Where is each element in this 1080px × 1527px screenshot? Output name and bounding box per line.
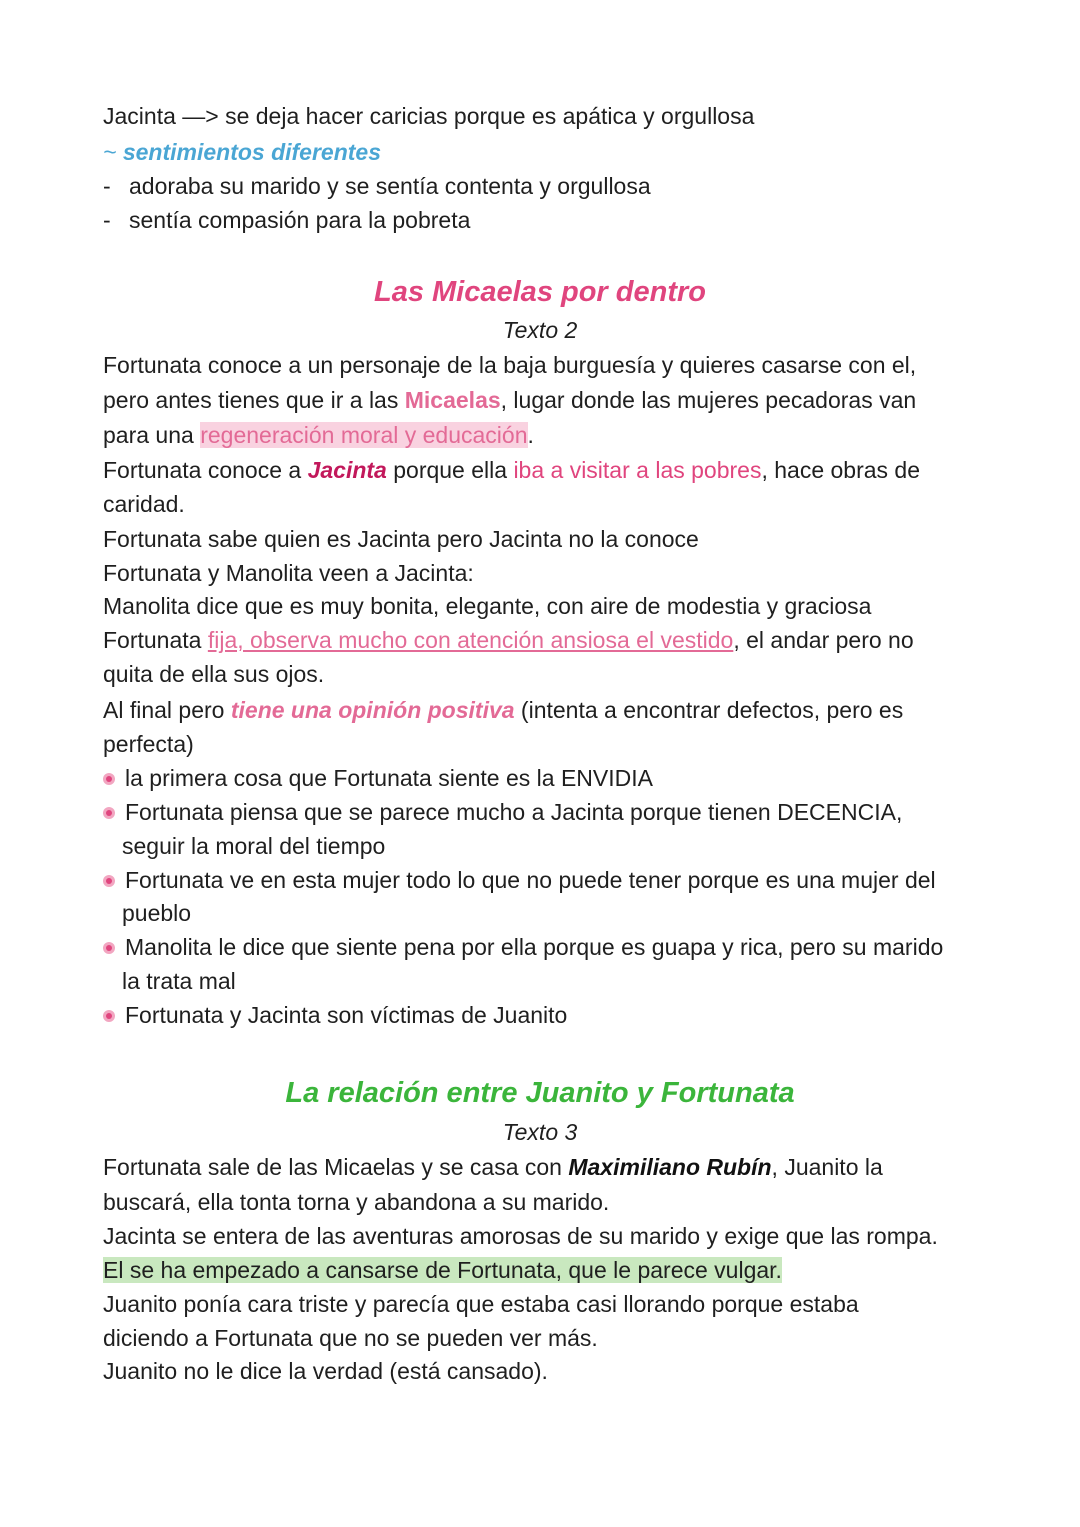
text-run: , lugar donde las mujeres pecadoras van: [500, 387, 917, 413]
text-run: pero antes tienes que ir a las: [103, 387, 405, 413]
text-run: porque ella: [386, 457, 514, 483]
bullet-dot-icon: [103, 942, 115, 954]
maximiliano-keyword: Maximiliano Rubín: [568, 1154, 772, 1180]
section-title-micaelas: Las Micaelas por dentro: [374, 276, 706, 308]
paragraph-line: [103, 1152, 883, 1182]
text-run: (intenta a encontrar defectos, pero es: [514, 697, 904, 723]
paragraph-line: [103, 420, 534, 450]
text-run: , Juanito la: [771, 1154, 883, 1180]
paragraph-line: perfecta): [103, 731, 194, 757]
bullet-item: [103, 1000, 567, 1030]
paragraph-line: quita de ella sus ojos.: [103, 661, 325, 687]
paragraph-line: Fortunata conoce a un personaje de la baja burguesía y quieres casarse con el,: [103, 352, 917, 378]
subtitle-sentimientos: [103, 137, 381, 167]
paragraph-line: Fortunata sabe quien es Jacinta pero Jacinta no la conoce: [103, 526, 699, 552]
bullet-item: [103, 932, 943, 962]
paragraph-line: [103, 625, 914, 655]
highlight-regeneracion: regeneración moral y educación: [200, 422, 528, 448]
dash-item-text: adoraba su marido y se sentía contenta y orgullosa: [129, 173, 651, 199]
paragraph-line: diciendo a Fortunata que no se pueden ver más.: [103, 1325, 598, 1351]
dash-item: [103, 171, 651, 201]
dash-item: [103, 205, 470, 235]
highlight-cansarse: El se ha empezado a cansarse de Fortunata, que le parece vulgar.: [103, 1257, 782, 1283]
paragraph-line: [103, 1255, 782, 1285]
jacinta-keyword: Jacinta: [307, 457, 387, 483]
paragraph-line: [103, 695, 903, 725]
bullet-dot-icon: [103, 875, 115, 887]
paragraph-line: [103, 385, 916, 415]
paragraph-line: [103, 455, 920, 485]
bullet-continuation: la trata mal: [122, 968, 236, 994]
bullet-dot-icon: [103, 807, 115, 819]
bullet-item: [103, 763, 653, 793]
micaelas-keyword: Micaelas: [404, 387, 501, 413]
section-title-relacion: La relación entre Juanito y Fortunata: [285, 1077, 795, 1109]
dash-item-text: sentía compasión para la pobreta: [129, 207, 471, 233]
bullet-text: la primera cosa que Fortunata siente es la ENVIDIA: [125, 765, 653, 791]
texto-label: Texto 3: [502, 1119, 578, 1145]
text-run: Fortunata conoce a: [103, 457, 308, 483]
text-run: para una: [103, 422, 201, 448]
text-run: .: [527, 422, 534, 448]
intro-line: Jacinta —> se deja hacer caricias porque es apática y orgullosa: [103, 103, 755, 129]
bullet-text: Fortunata piensa que se parece mucho a Jacinta porque tienen DECENCIA,: [125, 799, 903, 825]
paragraph-line: Jacinta se entera de las aventuras amorosas de su marido y exige que las rompa.: [103, 1223, 938, 1249]
subtitle-text: sentimientos diferentes: [122, 139, 382, 165]
text-run: Al final pero: [103, 697, 231, 723]
paragraph-line: buscará, ella tonta torna y abandona a su marido.: [103, 1189, 610, 1215]
bullet-text: Fortunata ve en esta mujer todo lo que no puede tener porque es una mujer del: [125, 867, 936, 893]
bullet-item: [103, 865, 936, 895]
text-run: Fortunata: [103, 627, 208, 653]
paragraph-line: Juanito no le dice la verdad (está cansado).: [103, 1358, 548, 1384]
bullet-continuation: seguir la moral del tiempo: [122, 833, 386, 859]
bullet-item: [103, 797, 902, 827]
bullet-continuation: pueblo: [122, 900, 192, 926]
tilde-mark: ~: [103, 139, 117, 165]
bullet-text: Manolita le dice que siente pena por ella porque es guapa y rica, pero su marido: [125, 934, 944, 960]
underlined-phrase: fija, observa mucho con atención ansiosa el vestido: [207, 627, 734, 653]
text-run: , hace obras de: [761, 457, 921, 483]
texto-label: Texto 2: [502, 317, 578, 343]
paragraph-line: Juanito ponía cara triste y parecía que estaba casi llorando porque estaba: [103, 1291, 859, 1317]
paragraph-line: Manolita dice que es muy bonita, elegante, con aire de modestia y graciosa: [103, 593, 872, 619]
bullet-text: Fortunata y Jacinta son víctimas de Juanito: [125, 1002, 568, 1028]
dash-bullet: -: [103, 173, 111, 199]
text-run: , el andar pero no: [733, 627, 914, 653]
bullet-dot-icon: [103, 1010, 115, 1022]
dash-bullet: -: [103, 207, 111, 233]
paragraph-line: Fortunata y Manolita veen a Jacinta:: [103, 560, 474, 586]
bullet-dot-icon: [103, 773, 115, 785]
paragraph-line: caridad.: [103, 491, 185, 517]
text-run: Fortunata sale de las Micaelas y se casa con: [103, 1154, 569, 1180]
pink-phrase: iba a visitar a las pobres: [513, 457, 762, 483]
opinion-phrase: tiene una opinión positiva: [230, 697, 515, 723]
